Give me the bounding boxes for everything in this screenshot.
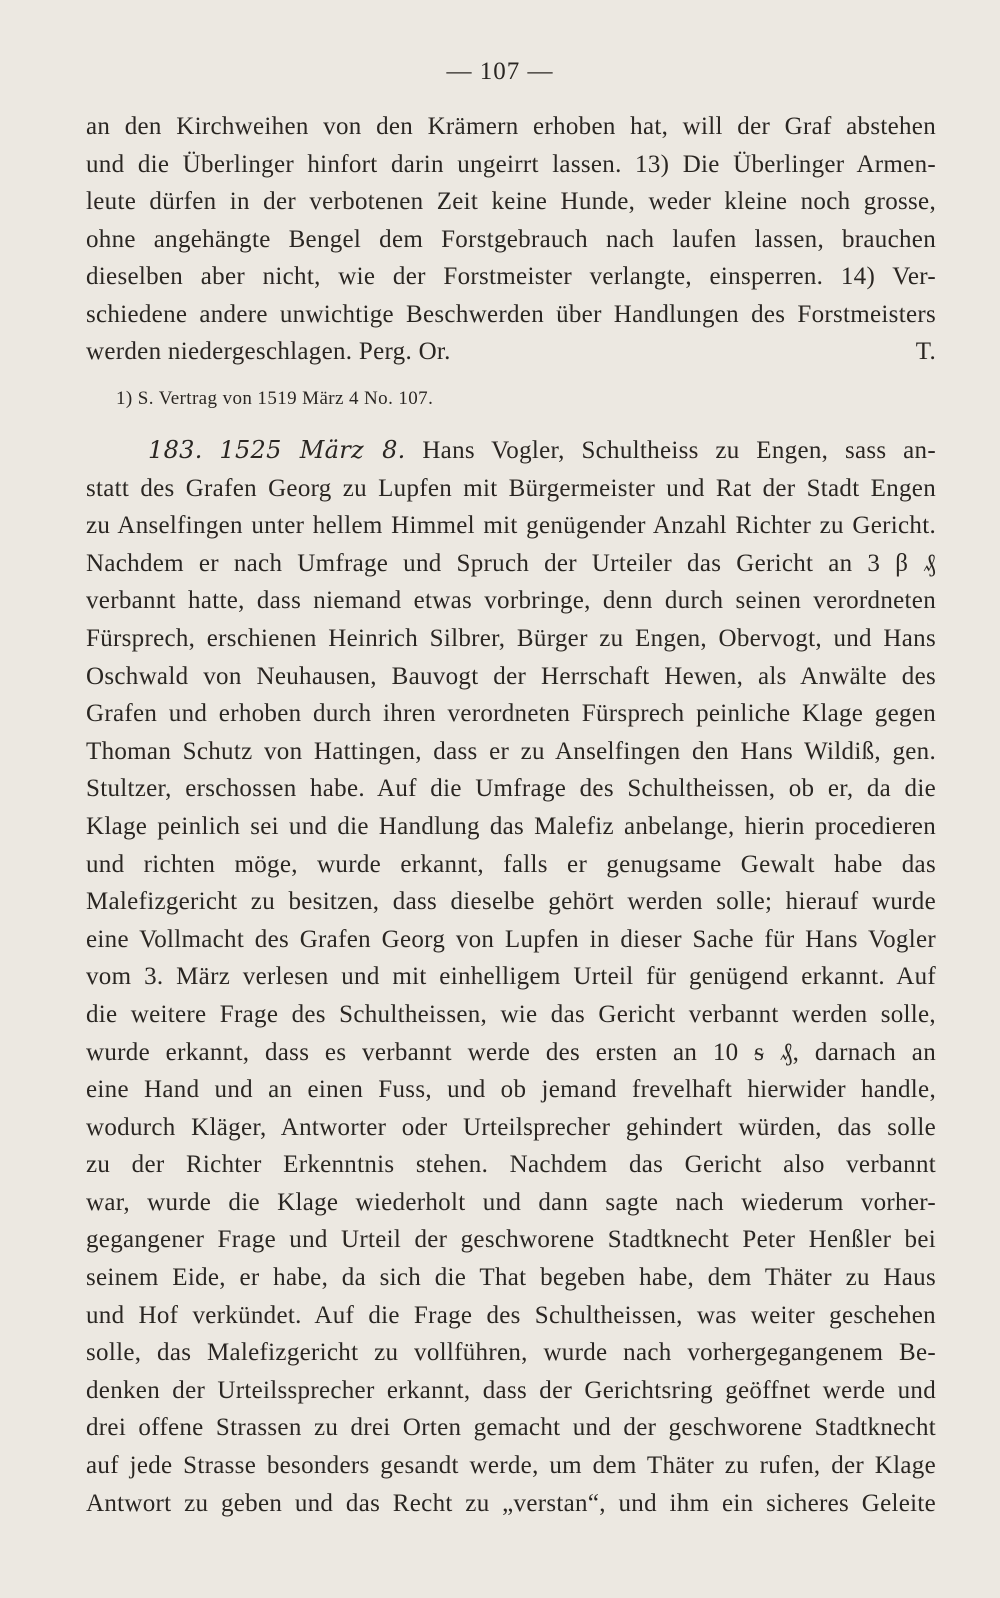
entry-number: 183.	[148, 436, 203, 464]
text-line: Grafen und erhoben durch ihren verordneten Fürsprech peinliche Klage gegen	[86, 700, 936, 728]
text-line: auf jede Strasse besonders gesandt werde, um dem Thäter zu rufen, der Klage	[86, 1452, 936, 1480]
text-line-final-content: werden niedergeschlagen. Perg. Or.	[86, 338, 451, 365]
text-line: solle, das Malefizgericht zu vollführen, wurde nach vorhergegangenem Be-	[86, 1339, 936, 1367]
text-line-final	[86, 333, 936, 371]
entry-date: 1525 März 8.	[219, 436, 406, 464]
text-line: denken der Urteilssprecher erkannt, dass der Gerichtsring geöffnet werde und	[86, 1376, 936, 1404]
text-line: eine Hand und an einen Fuss, und ob jemand frevelhaft hierwider handle,	[86, 1076, 936, 1104]
entry-first-line-text: Hans Vogler, Schultheiss zu Engen, sass an-	[422, 437, 936, 464]
text-line: an den Kirchweihen von den Krämern erhoben hat, will der Graf abstehen	[86, 113, 936, 140]
text-line: war, wurde die Klage wiederholt und dann sagte nach wiederum vorher-	[86, 1188, 936, 1216]
text-line: Malefizgericht zu besitzen, dass dieselbe gehört werden solle; hierauf wurde	[86, 888, 936, 916]
text-line: und Hof verkündet. Auf die Frage des Schultheissen, was weiter geschehen	[86, 1301, 936, 1329]
text-line: zu der Richter Erkenntnis stehen. Nachdem das Gericht also verbannt	[86, 1151, 936, 1179]
text-line: verbannt hatte, dass niemand etwas vorbringe, denn durch seinen verordneten	[86, 587, 936, 615]
text-line: ohne angehängte Bengel dem Forstgebrauch nach laufen lassen, brauchen	[86, 225, 936, 253]
text-line: Klage peinlich sei und die Handlung das Malefiz anbelange, hierin procedieren	[86, 812, 936, 840]
text-line: die weitere Frage des Schultheissen, wie das Gericht verbannt werden solle,	[86, 1000, 936, 1028]
text-line: und richten möge, wurde erkannt, falls er genugsame Gewalt habe das	[86, 850, 936, 878]
text-line: Stultzer, erschossen habe. Auf die Umfrage des Schultheissen, ob er, da die	[86, 775, 936, 803]
archivist-signature: T.	[915, 338, 936, 365]
text-line: zu Anselfingen unter hellem Himmel mit genügender Anzahl Richter zu Gericht.	[86, 512, 936, 540]
page-number: — 107 —	[446, 58, 554, 85]
text-line: dieselben aber nicht, wie der Forstmeister verlangte, einsperren. 14) Ver-	[86, 263, 936, 290]
entry-183-text-block	[86, 432, 936, 1522]
text-line: Oschwald von Neuhausen, Bauvogt der Herrschaft Hewen, als Anwälte des	[86, 662, 936, 690]
entry-heading-line	[86, 432, 936, 470]
text-line: Antwort zu geben und das Recht zu „verstan“, und ihm ein sicheres Geleite	[86, 1489, 936, 1517]
continued-text-block	[86, 108, 936, 371]
text-line: wodurch Kläger, Antworter oder Urteilsprecher gehindert würden, das solle	[86, 1113, 936, 1141]
text-line: schiedene andere unwichtige Beschwerden über Handlungen des Forstmeisters	[86, 300, 936, 328]
text-line: und die Überlinger hinfort darin ungeirrt lassen. 13) Die Überlinger Armen-	[86, 150, 936, 178]
text-line: leute dürfen in der verbotenen Zeit keine Hunde, weder kleine noch grosse,	[86, 188, 936, 215]
text-line: gegangener Frage und Urteil der geschworene Stadtknecht Peter Henßler bei	[86, 1226, 936, 1254]
text-line: seinem Eide, er habe, da sich die That begeben habe, dem Thäter zu Haus	[86, 1264, 936, 1292]
text-line: drei offene Strassen zu drei Orten gemacht und der geschworene Stadtknecht	[86, 1414, 936, 1442]
text-line: Thoman Schutz von Hattingen, dass er zu Anselfingen den Hans Wildiß, gen.	[86, 737, 936, 765]
text-line: statt des Grafen Georg zu Lupfen mit Bürgermeister und Rat der Stadt Engen	[86, 474, 936, 502]
text-line: Nachdem er nach Umfrage und Spruch der Urteiler das Gericht an 3 β ₰	[86, 549, 936, 577]
text-line: Fürsprech, erschienen Heinrich Silbrer, Bürger zu Engen, Obervogt, und Hans	[86, 624, 936, 652]
text-line: wurde erkannt, dass es verbannt werde des ersten an 10 ᵴ ₰, darnach an	[86, 1038, 936, 1066]
text-line: eine Vollmacht des Grafen Georg von Lupfen in dieser Sache für Hans Vogler	[86, 925, 936, 953]
footnote: 1) S. Vertrag von 1519 März 4 No. 107.	[116, 388, 434, 409]
text-line: vom 3. März verlesen und mit einhelligem Urteil für genügend erkannt. Auf	[86, 963, 936, 991]
